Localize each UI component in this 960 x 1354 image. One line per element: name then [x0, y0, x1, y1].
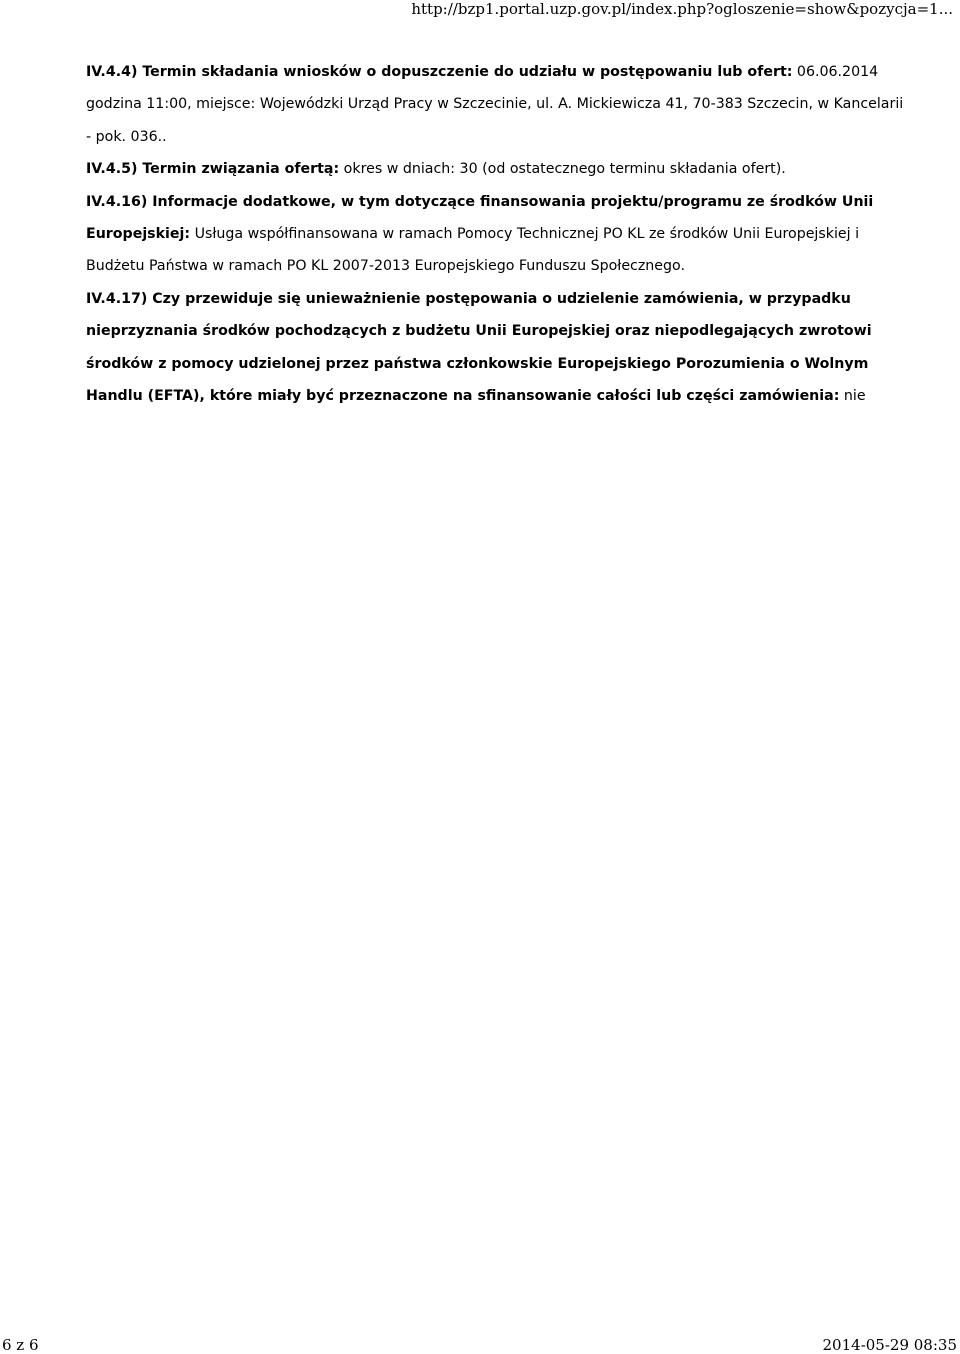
section-text: 06.06.2014 godzina 11:00, miejsce: Wojewódzki Urząd Pracy w Szczecinie, ul. A. Mickiewicza 41, 70-383 Szczecin, w Kancelarii - pok. 036.. [86, 64, 904, 145]
section-text: Usługa współfinansowana w ramach Pomocy Technicznej PO KL ze środków Unii Europejskiej i Budżetu Państwa w ramach PO KL 2007-2013 Europejskiego Funduszu Społecznego. [86, 226, 860, 275]
section-label: IV.4.17) Czy przewiduje się unieważnienie postępowania o udzielenie zamówienia, w przypadku nieprzyznania środków pochodzących z budżetu Unii Europejskiej oraz niepodlegających zwrotowi środków z pomocy udzielonej przez państwa członkowskie Europejskiego Porozumienia o Wolnym Handlu (EFTA), które miały być przeznaczone na sfinansowanie całości lub części zamówienia: [86, 290, 872, 405]
section-iv-4-17 [86, 283, 906, 413]
section-text: nie [843, 388, 866, 405]
section-label: IV.4.4) Termin składania wniosków o dopuszczenie do udziału w postępowaniu lub ofert: [86, 64, 793, 80]
section-label: IV.4.16) Informacje dodatkowe, w tym dotyczące finansowania projektu/programu ze środków Unii Europejskiej: [86, 193, 874, 243]
section-iv-4-5 [86, 153, 906, 185]
section-iv-4-4 [86, 56, 906, 153]
print-header-url: http://bzp1.portal.uzp.gov.pl/index.php?ogloszenie=show&pozycja=1... [411, 0, 953, 18]
print-footer-datetime: 2014-05-29 08:35 [822, 1336, 957, 1354]
print-footer-page-number: 6 z 6 [2, 1336, 39, 1354]
section-text: okres w dniach: 30 (od ostatecznego terminu składania ofert). [343, 161, 786, 178]
section-iv-4-16 [86, 186, 906, 283]
section-label: IV.4.5) Termin związania ofertą: [86, 161, 340, 178]
notice-content [86, 56, 906, 412]
